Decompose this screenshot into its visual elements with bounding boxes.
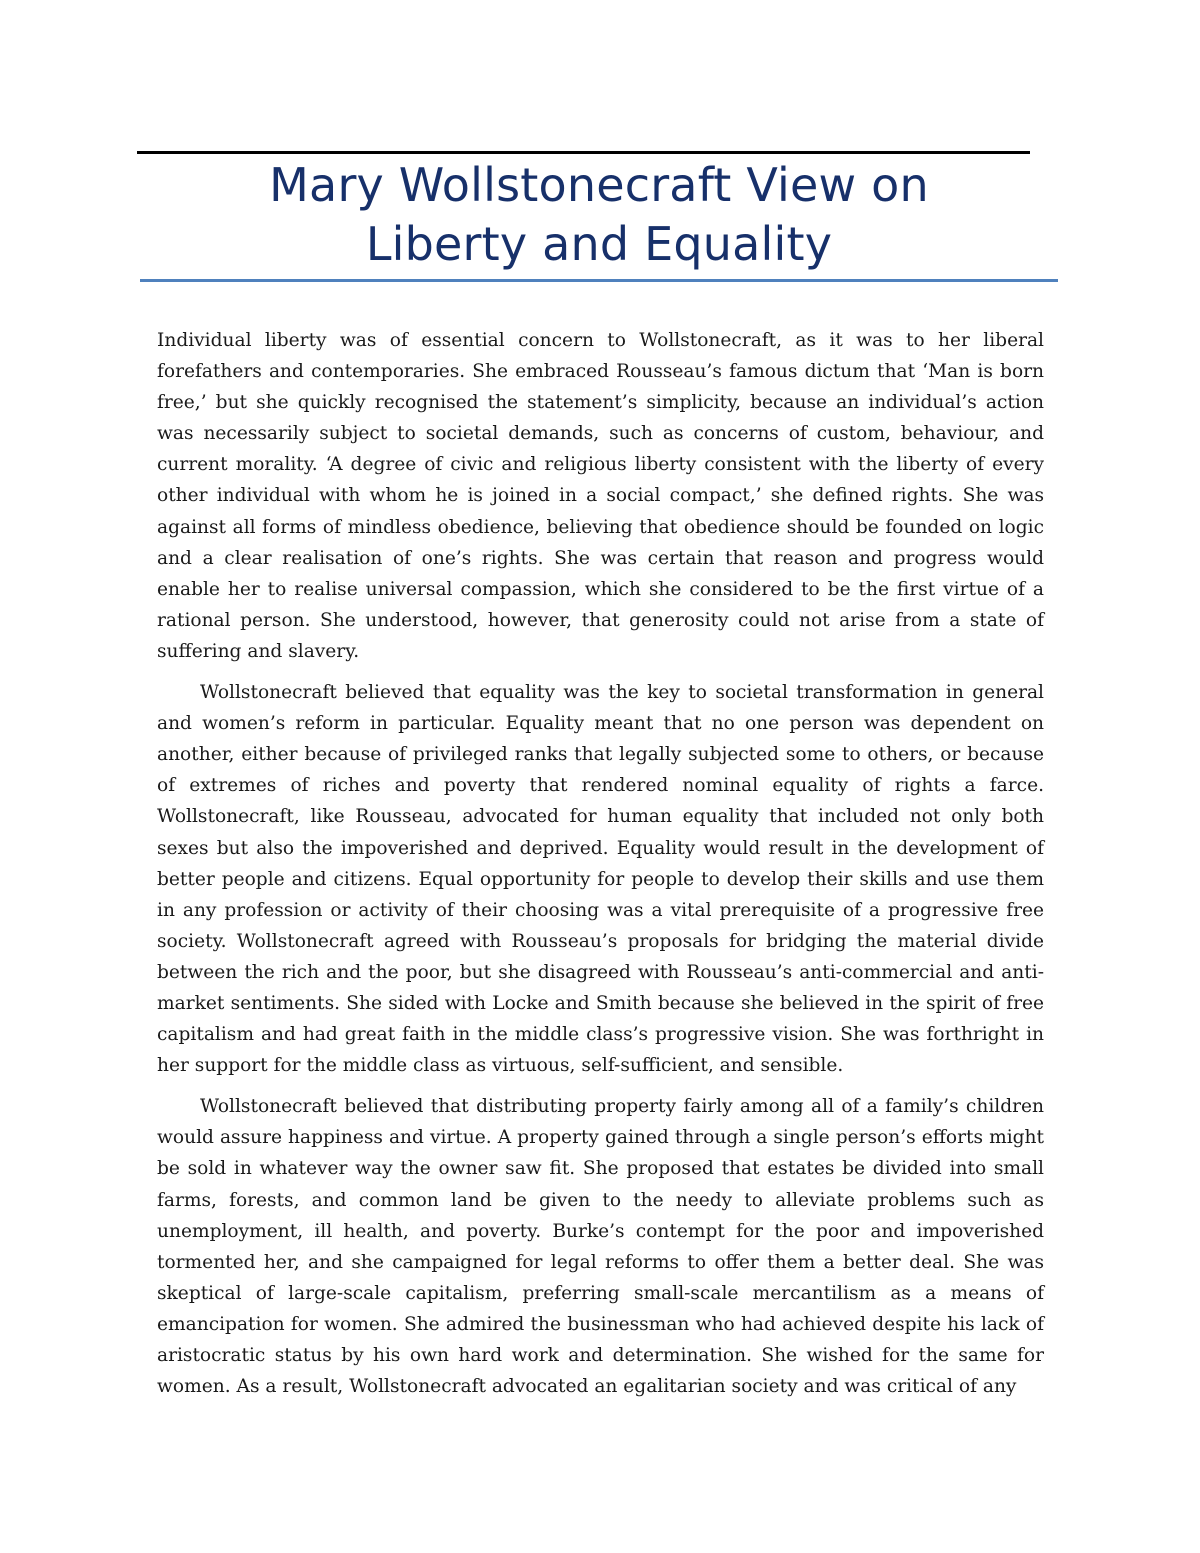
- paragraph-1: Individual liberty was of essential concern to Wollstonecraft, as it was to her liberal forefathers and contemporaries. She embraced Rousseau’s famous dictum that ‘Man is born free,’ but she quickly recognised the statement’s simplicity, because an individual’s action was necessarily subject to societal demands, such as concerns of custom, behaviour, and current morality. ‘A degree of civic and religious liberty consistent with the liberty of every other individual with whom he is joined in a social compact,’ she defined rights. She was against all forms of mindless obedience, believing that obedience should be founded on logic and a clear realisation of one’s rights. She was certain that reason and progress would enable her to realise universal compassion, which she considered to be the first virtue of a rational person. She understood, however, that generosity could not arise from a state of suffering and slavery.: [157, 330, 1044, 662]
- paragraph-2: Wollstonecraft believed that equality was the key to societal transformation in general and women’s reform in particular. Equality meant that no one person was dependent on another, either because of privileged ranks that legally subjected some to others, or because of extremes of riches and poverty that rendered nominal equality of rights a farce. Wollstonecraft, like Rousseau, advocated for human equality that included not only both sexes but also the impoverished and deprived. Equality would result in the development of better people and citizens. Equal opportunity for people to develop their skills and use them in any profession or activity of their choosing was a vital prerequisite of a progressive free society. Wollstonecraft agreed with Rousseau’s proposals for bridging the material divide between the rich and the poor, but she disagreed with Rousseau’s anti-commercial and anti-market sentiments. She sided with Locke and Smith because she believed in the spirit of free capitalism and had great faith in the middle class’s progressive vision. She was forthright in her support for the middle class as virtuous, self-sufficient, and sensible.: [157, 682, 1044, 1077]
- document-title: [140, 156, 1058, 274]
- document-body: [157, 325, 1044, 1412]
- top-rule: [137, 151, 1030, 154]
- title-line-1: Mary Wollstonecraft View on: [269, 158, 929, 212]
- paragraph-3: Wollstonecraft believed that distributing property fairly among all of a family’s children would assure happiness and virtue. A property gained through a single person’s efforts might be sold in whatever way the owner saw fit. She proposed that estates be divided into small farms, forests, and common land be given to the needy to alleviate problems such as unemployment, ill health, and poverty. Burke’s contempt for the poor and impoverished tormented her, and she campaigned for legal reforms to offer them a better deal. She was skeptical of large-scale capitalism, preferring small-scale mercantilism as a means of emancipation for women. She admired the businessman who had achieved despite his lack of aristocratic status by his own hard work and determination. She wished for the same for women. As a result, Wollstonecraft advocated an egalitarian society and was critical of any: [157, 1096, 1044, 1398]
- title-underline-rule: [140, 279, 1058, 282]
- title-line-2: Liberty and Equality: [365, 217, 833, 271]
